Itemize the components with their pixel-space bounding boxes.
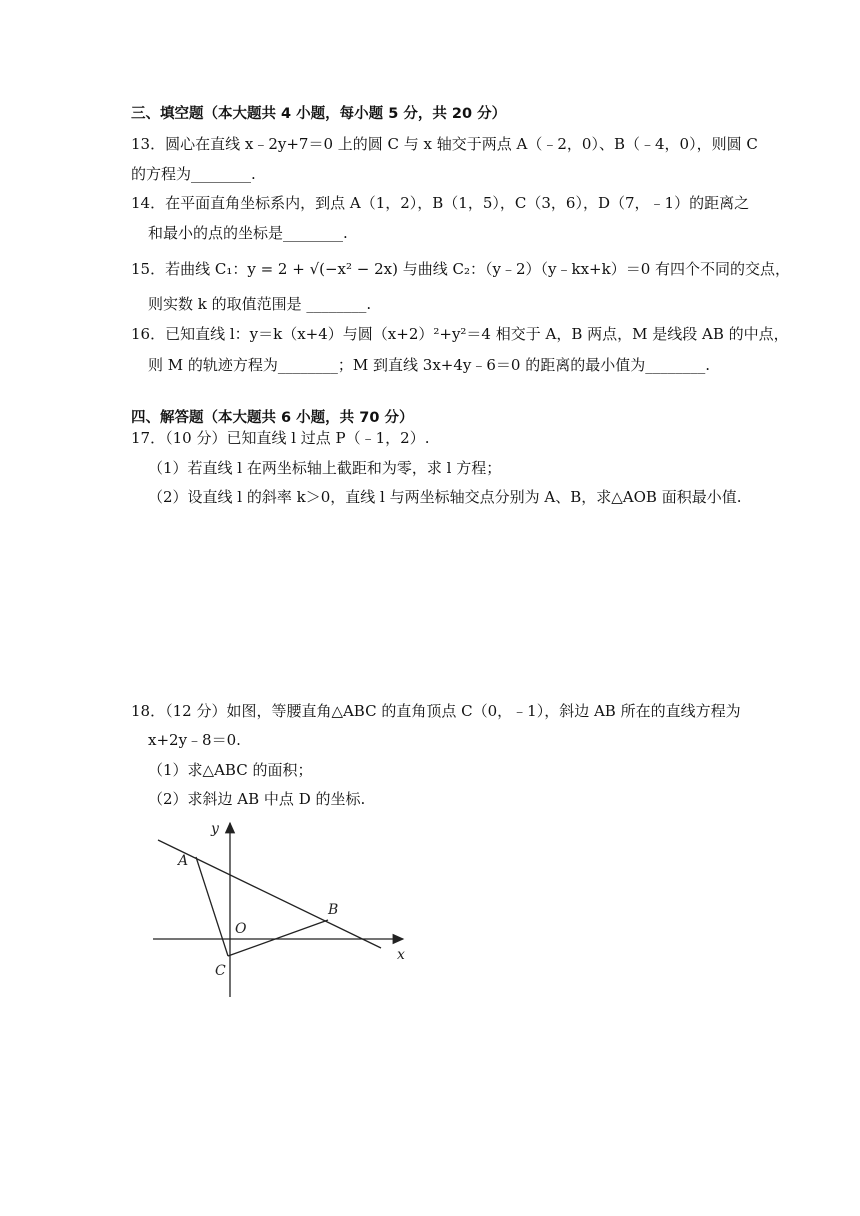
q18-part-1: （1）求△ABC 的面积； (148, 761, 313, 779)
q18-stem-line-2: x+2y﹣8＝0. (148, 731, 241, 749)
q16-line-2: 则 M 的轨迹方程为________；M 到直线 3x+4y﹣6＝0 的距离的最小值为________. (148, 356, 711, 374)
q17-stem: 17．（10 分）已知直线 l 过点 P（﹣1，2）. (131, 429, 430, 447)
label-x: x (397, 947, 405, 963)
q18-stem-line-1: 18．（12 分）如图，等腰直角△ABC 的直角顶点 C（0，﹣1），斜边 AB 所在的直线方程为 (131, 702, 741, 720)
label-o: O (235, 921, 247, 937)
triangle-figure (148, 815, 418, 1000)
label-a: A (178, 853, 189, 869)
label-c: C (215, 963, 226, 979)
q17-part-2: （2）设直线 l 的斜率 k＞0，直线 l 与两坐标轴交点分别为 A、B，求△AOB 面积最小值. (148, 488, 742, 506)
q14-line-1: 14．在平面直角坐标系内，到点 A（1，2），B（1，5），C（3，6），D（7，﹣1）的距离之 (131, 194, 750, 212)
section-4-title: 四、解答题（本大题共 6 小题，共 70 分） (131, 410, 414, 426)
q17-part-1: （1）若直线 l 在两坐标轴上截距和为零，求 l 方程； (148, 459, 502, 477)
q13-line-1: 13．圆心在直线 x﹣2y+7＝0 上的圆 C 与 x 轴交于两点 A（﹣2，0）、B（﹣4，0），则圆 C (131, 135, 758, 153)
q13-line-2: 的方程为________. (131, 165, 256, 183)
label-b: B (328, 902, 339, 918)
q16-line-1: 16．已知直线 l：y＝k（x+4）与圆（x+2）²+y²＝4 相交于 A，B 两点，M 是线段 AB 的中点， (131, 325, 789, 343)
hypotenuse-line (158, 840, 381, 948)
q15-line-2: 则实数 k 的取值范围是 ________. (148, 295, 372, 313)
q15-line-1: 15．若曲线 C₁：y = 2 + √(−x² − 2x) 与曲线 C₂：（y﹣2）（y﹣kx+k）＝0 有四个不同的交点， (131, 260, 791, 278)
q14-line-2: 和最小的点的坐标是________. (148, 224, 348, 242)
q18-part-2: （2）求斜边 AB 中点 D 的坐标. (148, 790, 366, 808)
section-3-title: 三、填空题（本大题共 4 小题，每小题 5 分，共 20 分） (131, 106, 507, 122)
label-y: y (211, 821, 219, 837)
